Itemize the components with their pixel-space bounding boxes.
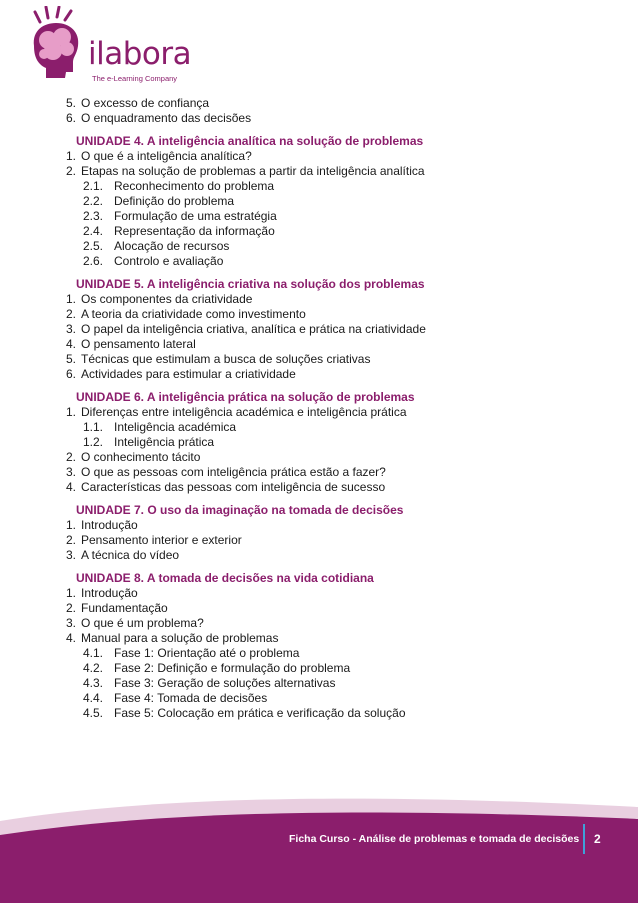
- unit-heading: UNIDADE 7. O uso da imaginação na tomada de decisões: [76, 503, 404, 517]
- item-number: 2.: [66, 601, 77, 615]
- list-item: [66, 149, 486, 164]
- subsection-item: [66, 254, 486, 269]
- item-text: Controlo e avaliação: [114, 254, 224, 268]
- subsection-item: [66, 646, 486, 661]
- item-number: 4.: [66, 480, 77, 494]
- item-text: Técnicas que estimulam a busca de soluções criativas: [81, 352, 371, 366]
- item-number: 3.: [66, 616, 77, 630]
- item-text: Pensamento interior e exterior: [81, 533, 242, 547]
- item-text: Alocação de recursos: [114, 239, 230, 253]
- unit-section: [66, 133, 486, 269]
- item-number: 5.: [66, 352, 77, 366]
- list-item: [66, 96, 486, 111]
- item-text: O que é a inteligência analítica?: [81, 149, 252, 163]
- list-item: [66, 450, 486, 465]
- item-number: 1.: [66, 149, 77, 163]
- footer-separator: [583, 824, 585, 854]
- subsection-item: [66, 691, 486, 706]
- item-number: 4.4.: [83, 691, 104, 705]
- item-text: Fundamentação: [81, 601, 168, 615]
- item-text: O papel da inteligência criativa, analítica e prática na criatividade: [81, 322, 426, 336]
- item-number: 1.: [66, 586, 77, 600]
- item-text: Fase 5: Colocação em prática e verificação da solução: [114, 706, 406, 720]
- item-text: Definição do problema: [114, 194, 235, 208]
- unit-heading: UNIDADE 5. A inteligência criativa na solução dos problemas: [76, 277, 425, 291]
- item-text: Fase 4: Tomada de decisões: [114, 691, 268, 705]
- item-text: O que é um problema?: [81, 616, 204, 630]
- item-text: O enquadramento das decisões: [81, 111, 252, 125]
- item-text: Os componentes da criatividade: [81, 292, 253, 306]
- page-number: 2: [594, 832, 601, 846]
- item-number: 3.: [66, 465, 77, 479]
- list-item: [66, 292, 486, 307]
- unit-section: [66, 276, 486, 382]
- item-text: Reconhecimento do problema: [114, 179, 275, 193]
- item-number: 1.: [66, 518, 77, 532]
- brain-head-icon: [26, 6, 86, 86]
- subsection-item: [66, 239, 486, 254]
- item-number: 2.6.: [83, 254, 104, 268]
- item-number: 4.: [66, 631, 77, 645]
- item-number: 3.: [66, 548, 77, 562]
- list-item: [66, 548, 486, 563]
- item-text: Manual para a solução de problemas: [81, 631, 279, 645]
- unit-heading: UNIDADE 8. A tomada de decisões na vida cotidiana: [76, 571, 374, 585]
- item-text: Inteligência académica: [114, 420, 237, 434]
- item-text: Inteligência prática: [114, 435, 215, 449]
- list-item: [66, 164, 486, 179]
- unit-section: [66, 570, 486, 721]
- item-number: 4.3.: [83, 676, 104, 690]
- company-logo: [26, 6, 196, 88]
- subsection-item: [66, 420, 486, 435]
- footer-course-title: Ficha Curso - Análise de problemas e tomada de decisões: [289, 833, 580, 845]
- item-number: 4.1.: [83, 646, 104, 660]
- list-item: [66, 307, 486, 322]
- item-text: Representação da informação: [114, 224, 275, 238]
- item-number: 2.: [66, 450, 77, 464]
- unit-heading: UNIDADE 4. A inteligência analítica na solução de problemas: [76, 134, 424, 148]
- item-text: Características das pessoas com inteligência de sucesso: [81, 480, 386, 494]
- subsection-item: [66, 209, 486, 224]
- item-number: 2.1.: [83, 179, 104, 193]
- subsection-item: [66, 661, 486, 676]
- list-item: [66, 616, 486, 631]
- item-number: 6.: [66, 367, 77, 381]
- item-text: Actividades para estimular a criatividade: [81, 367, 296, 381]
- unit-section: [66, 502, 486, 563]
- item-text: Fase 1: Orientação até o problema: [114, 646, 300, 660]
- item-number: 2.: [66, 164, 77, 178]
- item-number: 2.: [66, 307, 77, 321]
- item-number: 2.3.: [83, 209, 104, 223]
- item-text: Introdução: [81, 518, 138, 532]
- item-text: Etapas na solução de problemas a partir da inteligência analítica: [81, 164, 425, 178]
- list-item: [66, 405, 486, 420]
- list-item: [66, 601, 486, 616]
- list-item: [66, 337, 486, 352]
- list-item: [66, 586, 486, 601]
- unit-heading: UNIDADE 6. A inteligência prática na solução de problemas: [76, 390, 415, 404]
- list-item: [66, 111, 486, 126]
- item-number: 5.: [66, 96, 77, 110]
- item-number: 6.: [66, 111, 77, 125]
- list-item: [66, 631, 486, 646]
- item-text: O conhecimento tácito: [81, 450, 201, 464]
- item-number: 1.2.: [83, 435, 104, 449]
- item-text: Fase 3: Geração de soluções alternativas: [114, 676, 336, 690]
- item-number: 3.: [66, 322, 77, 336]
- item-number: 2.5.: [83, 239, 104, 253]
- item-number: 4.2.: [83, 661, 104, 675]
- unit-section: [66, 389, 486, 495]
- list-item: [66, 533, 486, 548]
- subsection-item: [66, 179, 486, 194]
- list-item: [66, 352, 486, 367]
- subsection-item: [66, 194, 486, 209]
- item-number: 4.5.: [83, 706, 104, 720]
- item-number: 1.1.: [83, 420, 104, 434]
- item-number: 1.: [66, 405, 77, 419]
- list-item: [66, 480, 486, 495]
- subsection-item: [66, 435, 486, 450]
- footer-band: [0, 795, 638, 903]
- item-text: Fase 2: Definição e formulação do problema: [114, 661, 351, 675]
- item-text: O pensamento lateral: [81, 337, 196, 351]
- item-text: O que as pessoas com inteligência prática estão a fazer?: [81, 465, 386, 479]
- list-item: [66, 322, 486, 337]
- item-number: 4.: [66, 337, 77, 351]
- item-number: 2.: [66, 533, 77, 547]
- item-number: 2.4.: [83, 224, 104, 238]
- logo-wordmark: ilabora: [88, 36, 192, 72]
- logo-tagline: The e-Learning Company: [92, 74, 178, 83]
- subsection-item: [66, 676, 486, 691]
- item-text: O excesso de confiança: [81, 96, 210, 110]
- intro-list: [66, 96, 486, 126]
- item-number: 2.2.: [83, 194, 104, 208]
- item-text: Introdução: [81, 586, 138, 600]
- item-text: A teoria da criatividade como investimento: [81, 307, 306, 321]
- list-item: [66, 518, 486, 533]
- item-number: 1.: [66, 292, 77, 306]
- item-text: A técnica do vídeo: [81, 548, 180, 562]
- item-text: Formulação de uma estratégia: [114, 209, 277, 223]
- subsection-item: [66, 224, 486, 239]
- item-text: Diferenças entre inteligência académica e inteligência prática: [81, 405, 407, 419]
- course-contents: [66, 96, 486, 728]
- subsection-item: [66, 706, 486, 721]
- list-item: [66, 367, 486, 382]
- list-item: [66, 465, 486, 480]
